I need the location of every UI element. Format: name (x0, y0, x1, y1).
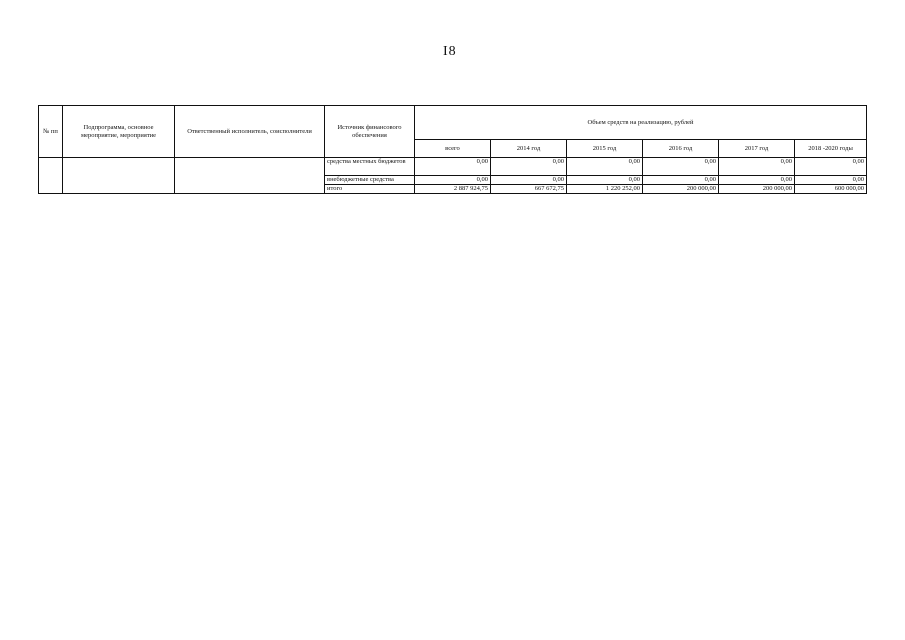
budget-table (38, 105, 867, 194)
col-name-header: Подпрограмма, основное мероприятие, мероприятие (63, 106, 175, 158)
table-row (39, 158, 867, 176)
amount-cell: 0,00 (415, 158, 491, 176)
amount-cell: 0,00 (567, 158, 643, 176)
amount-cell: 0,00 (795, 158, 867, 176)
amount-cell: 0,00 (491, 158, 567, 176)
amount-cell: 0,00 (491, 176, 567, 185)
col-num-header: № пп (39, 106, 63, 158)
amount-cell: 0,00 (719, 176, 795, 185)
col-2018-2020-header: 2018 -2020 годы (795, 140, 867, 158)
page-number: I8 (443, 44, 457, 59)
amount-cell: 0,00 (567, 176, 643, 185)
amount-cell: 2 887 924,75 (415, 185, 491, 194)
col-exec-header: Ответственный исполнитель, соисполнители (175, 106, 325, 158)
amount-cell: 0,00 (643, 176, 719, 185)
amount-cell: 0,00 (415, 176, 491, 185)
source-cell: внебюджетные средства (325, 176, 415, 185)
amount-cell: 200 000,00 (643, 185, 719, 194)
amount-cell: 600 000,00 (795, 185, 867, 194)
col-2015-header: 2015 год (567, 140, 643, 158)
col-volume-header: Объем средств на реализацию, рублей (415, 106, 867, 140)
col-source-header: Источник финансового обеспечения (325, 106, 415, 158)
col-total-header: всего (415, 140, 491, 158)
amount-cell: 1 220 252,00 (567, 185, 643, 194)
amount-cell: 0,00 (719, 158, 795, 176)
col-2014-header: 2014 год (491, 140, 567, 158)
amount-cell: 0,00 (795, 176, 867, 185)
col-2016-header: 2016 год (643, 140, 719, 158)
amount-cell: 200 000,00 (719, 185, 795, 194)
source-cell: средства местных бюджетов (325, 158, 415, 176)
amount-cell: 667 672,75 (491, 185, 567, 194)
col-2017-header: 2017 год (719, 140, 795, 158)
amount-cell: 0,00 (643, 158, 719, 176)
source-cell: итого (325, 185, 415, 194)
